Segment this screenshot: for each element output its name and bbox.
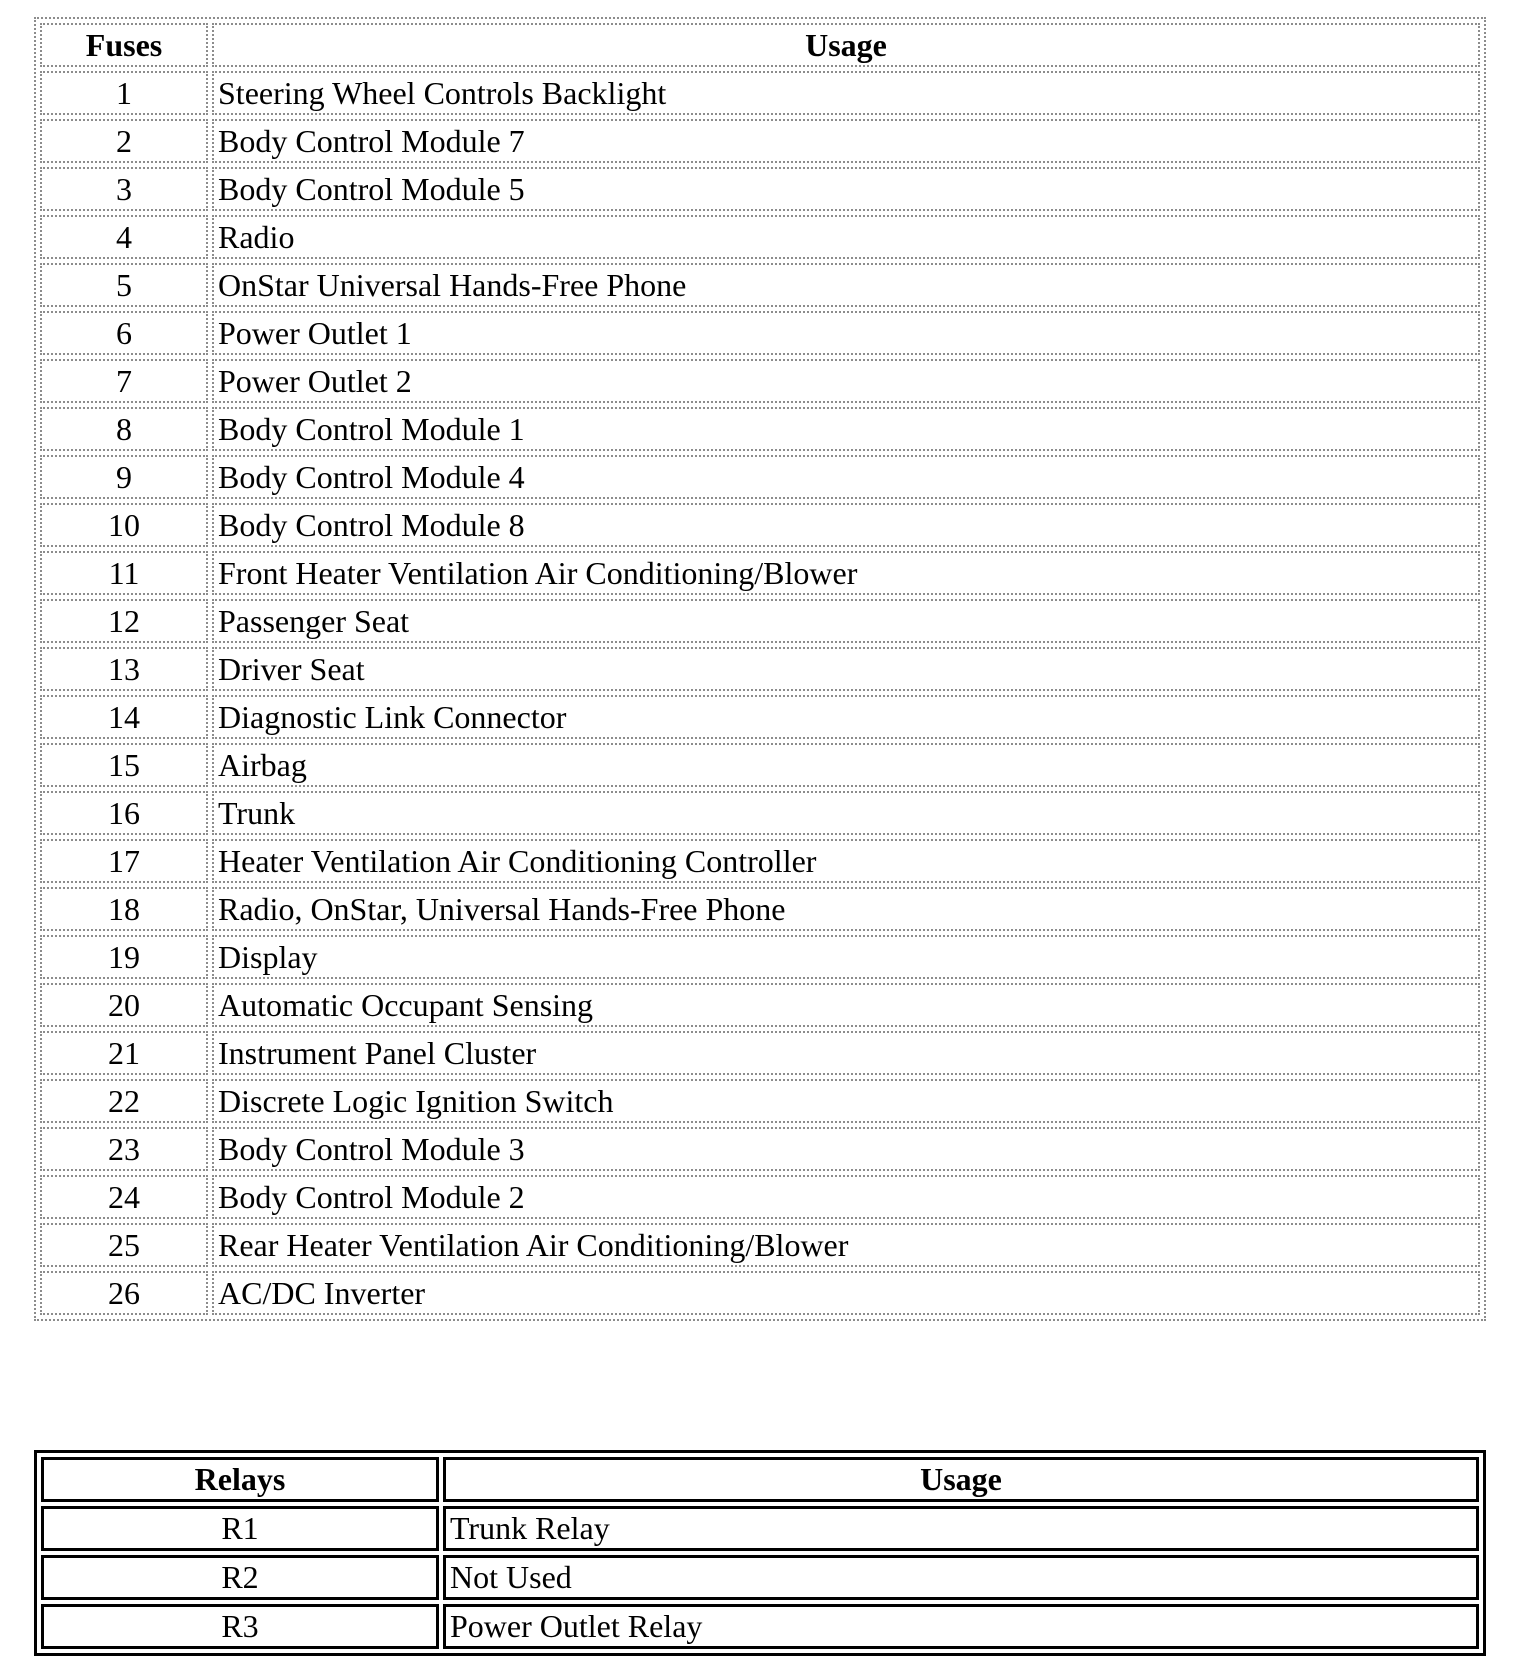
usage-cell: Body Control Module 5 (212, 167, 1480, 211)
relay-column-header: Relays (41, 1457, 439, 1502)
table-row (40, 1031, 1480, 1075)
table-row (40, 935, 1480, 979)
fuse-number-cell: 19 (40, 935, 208, 979)
fuse-number-cell: 21 (40, 1031, 208, 1075)
fuse-number-cell: 3 (40, 167, 208, 211)
usage-cell: Trunk Relay (443, 1506, 1479, 1551)
fuse-table-header-row (40, 23, 1480, 67)
usage-column-header: Usage (212, 23, 1480, 67)
usage-cell: Body Control Module 2 (212, 1175, 1480, 1219)
fuse-number-cell: 16 (40, 791, 208, 835)
table-row (40, 647, 1480, 691)
fuse-number-cell: 18 (40, 887, 208, 931)
fuse-number-cell: 24 (40, 1175, 208, 1219)
table-row (40, 791, 1480, 835)
table-row (40, 311, 1480, 355)
table-row (40, 743, 1480, 787)
fuse-number-cell: 25 (40, 1223, 208, 1267)
fuse-table-body (40, 71, 1480, 1315)
table-row (40, 1175, 1480, 1219)
fuse-number-cell: 4 (40, 215, 208, 259)
usage-cell: Power Outlet Relay (443, 1604, 1479, 1649)
usage-cell: Front Heater Ventilation Air Conditioning/Blower (212, 551, 1480, 595)
table-row (41, 1555, 1479, 1600)
table-row (40, 1079, 1480, 1123)
usage-cell: Heater Ventilation Air Conditioning Controller (212, 839, 1480, 883)
fuse-number-cell: 11 (40, 551, 208, 595)
table-row (40, 983, 1480, 1027)
table-row (40, 1271, 1480, 1315)
usage-cell: Rear Heater Ventilation Air Conditioning/Blower (212, 1223, 1480, 1267)
usage-cell: Passenger Seat (212, 599, 1480, 643)
usage-cell: Power Outlet 1 (212, 311, 1480, 355)
fuse-table (34, 17, 1486, 1321)
usage-cell: Body Control Module 4 (212, 455, 1480, 499)
fuse-number-cell: 6 (40, 311, 208, 355)
fuse-number-cell: 9 (40, 455, 208, 499)
table-row (40, 503, 1480, 547)
usage-cell: Automatic Occupant Sensing (212, 983, 1480, 1027)
fuse-number-cell: 8 (40, 407, 208, 451)
table-row (40, 1127, 1480, 1171)
table-row (40, 119, 1480, 163)
relay-id-cell: R2 (41, 1555, 439, 1600)
table-row (40, 215, 1480, 259)
relay-usage-column-header: Usage (443, 1457, 1479, 1502)
fuse-number-cell: 17 (40, 839, 208, 883)
table-row (40, 167, 1480, 211)
usage-cell: Trunk (212, 791, 1480, 835)
fuse-number-cell: 5 (40, 263, 208, 307)
usage-cell: AC/DC Inverter (212, 1271, 1480, 1315)
table-row (40, 551, 1480, 595)
usage-cell: Body Control Module 7 (212, 119, 1480, 163)
usage-cell: Not Used (443, 1555, 1479, 1600)
table-row (40, 263, 1480, 307)
fuse-number-cell: 14 (40, 695, 208, 739)
usage-cell: Steering Wheel Controls Backlight (212, 71, 1480, 115)
usage-cell: Diagnostic Link Connector (212, 695, 1480, 739)
fuse-number-cell: 7 (40, 359, 208, 403)
relay-table-header-row (41, 1457, 1479, 1502)
fuse-number-cell: 15 (40, 743, 208, 787)
usage-cell: Radio (212, 215, 1480, 259)
table-row (40, 359, 1480, 403)
table-row (40, 407, 1480, 451)
fuse-number-cell: 1 (40, 71, 208, 115)
table-row (40, 71, 1480, 115)
fuse-number-cell: 2 (40, 119, 208, 163)
usage-cell: Display (212, 935, 1480, 979)
relay-id-cell: R1 (41, 1506, 439, 1551)
table-row (40, 455, 1480, 499)
usage-cell: Body Control Module 8 (212, 503, 1480, 547)
fuse-number-cell: 12 (40, 599, 208, 643)
usage-cell: Discrete Logic Ignition Switch (212, 1079, 1480, 1123)
usage-cell: Radio, OnStar, Universal Hands-Free Phone (212, 887, 1480, 931)
usage-cell: Body Control Module 3 (212, 1127, 1480, 1171)
fuse-number-cell: 20 (40, 983, 208, 1027)
table-row (40, 839, 1480, 883)
fuse-number-cell: 26 (40, 1271, 208, 1315)
fuse-number-cell: 23 (40, 1127, 208, 1171)
fuse-number-cell: 10 (40, 503, 208, 547)
usage-cell: Airbag (212, 743, 1480, 787)
usage-cell: Instrument Panel Cluster (212, 1031, 1480, 1075)
usage-cell: OnStar Universal Hands-Free Phone (212, 263, 1480, 307)
fuse-number-cell: 13 (40, 647, 208, 691)
table-row (40, 695, 1480, 739)
fuse-column-header: Fuses (40, 23, 208, 67)
usage-cell: Driver Seat (212, 647, 1480, 691)
relay-table-body (41, 1506, 1479, 1649)
usage-cell: Power Outlet 2 (212, 359, 1480, 403)
usage-cell: Body Control Module 1 (212, 407, 1480, 451)
table-row (40, 1223, 1480, 1267)
table-row (40, 887, 1480, 931)
table-row (41, 1604, 1479, 1649)
fuse-number-cell: 22 (40, 1079, 208, 1123)
table-row (41, 1506, 1479, 1551)
relay-table (34, 1450, 1486, 1656)
relay-id-cell: R3 (41, 1604, 439, 1649)
table-row (40, 599, 1480, 643)
